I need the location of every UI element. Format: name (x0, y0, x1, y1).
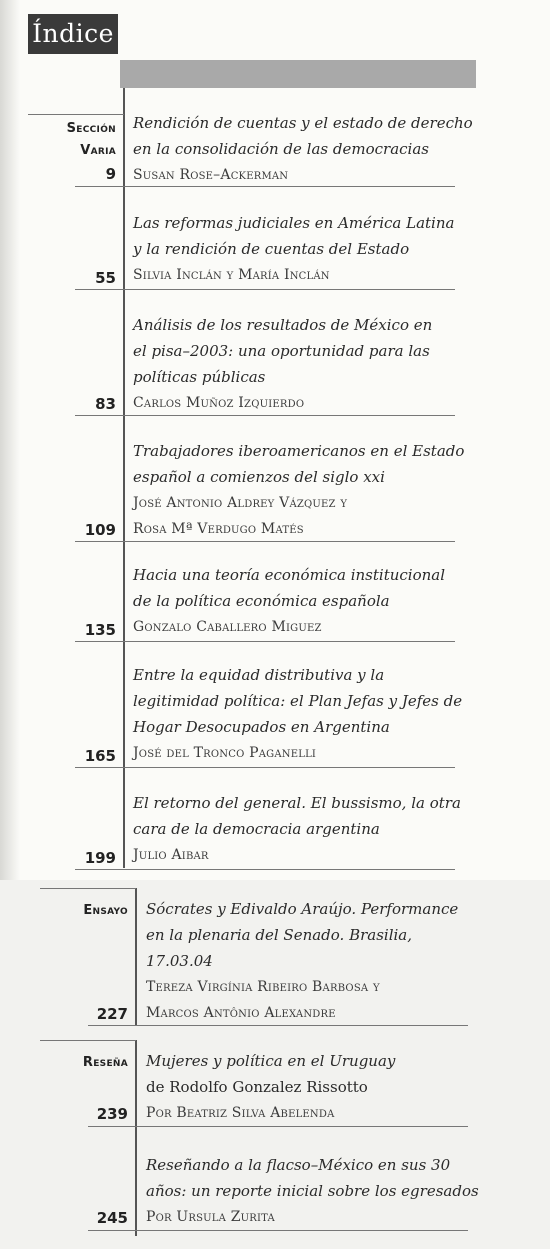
entry-title-line: Análisis de los resultados de México en (133, 316, 433, 334)
section-separator (40, 1040, 136, 1041)
entry-author-line: Marcos Antônio Alexandre (146, 1005, 336, 1021)
entry-title-line: en la plenaria del Senado. Brasilia, (146, 926, 413, 944)
entry-underline (75, 186, 455, 187)
entry-author-line: Tereza Virgínia Ribeiro Barbosa y (146, 979, 380, 995)
toc-entry[interactable] (133, 562, 493, 640)
entry-title-line: español a comienzos del siglo xxi (133, 468, 385, 486)
page-number: 109 (84, 521, 116, 539)
entry-title-line: cara de la democracia argentina (133, 820, 380, 838)
section-label-resena (36, 1052, 128, 1074)
entry-author-line: Gonzalo Caballero Miguez (133, 619, 322, 635)
page-number: 135 (84, 621, 116, 639)
toc-entry[interactable] (133, 438, 503, 542)
entry-title-line: Hogar Desocupados en Argentina (133, 718, 390, 736)
entry-underline (75, 869, 455, 870)
entry-title-line: Entre la equidad distributiva y la (133, 666, 385, 684)
entry-title-line: años: un reporte inicial sobre los egresados (146, 1182, 479, 1200)
entry-author-line: Por Beatriz Silva Abelenda (146, 1105, 335, 1121)
page-number: 245 (96, 1209, 128, 1227)
entry-title-line: Las reformas judiciales en América Latina (133, 214, 455, 232)
entry-title-line: Mujeres y política en el Uruguay (146, 1052, 396, 1070)
entry-author-line: José del Tronco Paganelli (133, 745, 317, 761)
page-number: 55 (95, 269, 116, 287)
toc-entry[interactable] (133, 312, 493, 416)
entry-title-line: Hacia una teoría económica institucional (133, 566, 446, 584)
column-divider-resena (135, 1040, 137, 1236)
page-number: 199 (84, 849, 116, 867)
entry-subtitle-line: de Rodolfo Gonzalez Rissotto (146, 1078, 368, 1096)
entry-title-line: y la rendición de cuentas del Estado (133, 240, 410, 258)
header-bar (120, 60, 476, 88)
section-label-line: Varia (80, 143, 116, 158)
page-number: 239 (96, 1105, 128, 1123)
entry-author-line: Silvia Inclán y María Inclán (133, 267, 330, 283)
section-label-ensayo (36, 900, 128, 922)
page-number: 165 (84, 747, 116, 765)
entry-title-line: el pisa–2003: una oportunidad para las (133, 342, 430, 360)
entry-underline (88, 1025, 468, 1026)
section-label-varia (24, 118, 116, 162)
entry-author-line: Rosa Mª Verdugo Matés (133, 521, 304, 537)
section-separator (28, 114, 124, 115)
toc-entry[interactable] (146, 1048, 506, 1126)
page-number: 83 (95, 395, 116, 413)
toc-entry[interactable] (133, 210, 493, 288)
entry-underline (88, 1126, 468, 1127)
entry-author-line: José Antonio Aldrey Vázquez y (133, 495, 348, 511)
entry-title-line: Sócrates y Edivaldo Araújo. Performance (146, 900, 459, 918)
entry-title-line: en la consolidación de las democracias (133, 140, 429, 158)
entry-title-line: políticas públicas (133, 368, 266, 386)
toc-entry[interactable] (146, 896, 506, 1026)
entry-title-line: Rendición de cuentas y el estado de derecho (133, 114, 473, 132)
entry-title-line: Reseñando a la flacso–México en sus 30 (146, 1156, 451, 1174)
entry-author-line: Susan Rose–Ackerman (133, 167, 289, 183)
page-number: 9 (105, 165, 116, 183)
entry-underline (75, 415, 455, 416)
entry-title-line: de la política económica española (133, 592, 390, 610)
page-number: 227 (96, 1005, 128, 1023)
section-label-line: Reseña (82, 1055, 128, 1070)
entry-title-line: Trabajadores iberoamericanos en el Estado (133, 442, 465, 460)
section-label-line: Ensayo (83, 903, 128, 918)
toc-entry[interactable] (146, 1152, 516, 1230)
entry-underline (75, 289, 455, 290)
entry-title-line: legitimidad política: el Plan Jefas y Jefes de (133, 692, 463, 710)
entry-underline (75, 541, 455, 542)
entry-underline (75, 641, 455, 642)
column-divider-ensayo (135, 888, 137, 1026)
entry-title-line: El retorno del general. El bussismo, la otra (133, 794, 461, 812)
section-separator (40, 888, 136, 889)
entry-author-line: Julio Aibar (133, 847, 209, 863)
toc-entry[interactable] (133, 790, 503, 868)
entry-author-line: Carlos Muñoz Izquierdo (133, 395, 305, 411)
entry-underline (75, 767, 455, 768)
entry-title-line: 17.03.04 (146, 952, 213, 970)
page-title: Índice (28, 14, 118, 54)
entry-underline (88, 1230, 468, 1231)
toc-entry[interactable] (133, 110, 493, 188)
section-label-line: Sección (66, 121, 116, 136)
column-divider-varia (123, 88, 125, 868)
toc-entry[interactable] (133, 662, 503, 766)
entry-author-line: Por Ursula Zurita (146, 1209, 275, 1225)
